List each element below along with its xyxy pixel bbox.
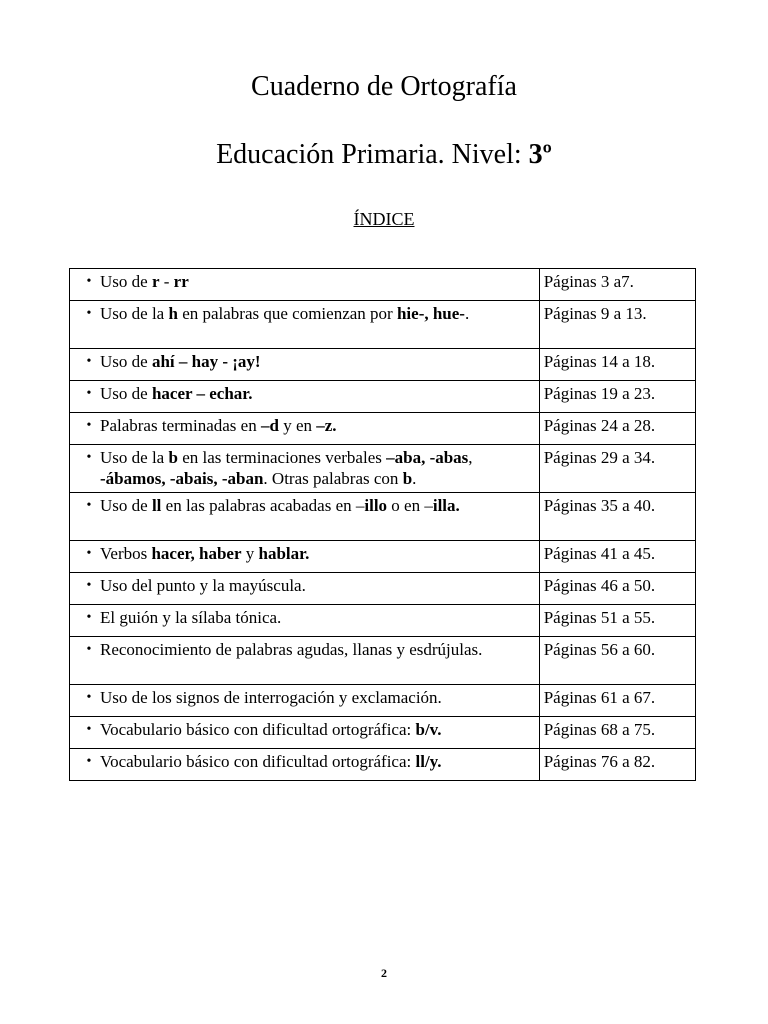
index-pages-cell: Páginas 41 a 45. — [539, 541, 695, 573]
topic-bold-segment: r — [151, 272, 160, 291]
index-pages-cell: Páginas 19 a 23. — [539, 381, 695, 413]
topic-bold-segment: illa. — [432, 496, 460, 515]
index-topic-cell — [70, 749, 540, 781]
topic-segment: en las terminaciones verbales — [177, 448, 387, 467]
index-table-body — [70, 269, 696, 781]
topic-bold-segment: b — [168, 448, 178, 467]
index-topic-text — [100, 639, 535, 660]
index-topic-text — [100, 575, 535, 596]
topic-segment: Palabras terminadas en — [100, 416, 261, 435]
topic-bold-segment: hablar. — [258, 544, 310, 563]
bullet-icon: • — [86, 306, 92, 321]
topic-bold-segment: illo — [364, 496, 388, 515]
topic-bold-segment: rr — [173, 272, 189, 291]
topic-segment: El guión y la sílaba tónica. — [100, 608, 282, 627]
topic-bold-segment: ll/y. — [415, 752, 442, 771]
index-row — [70, 381, 696, 413]
topic-segment: Uso de la — [100, 304, 169, 323]
index-topic-cell — [70, 637, 540, 685]
document-title: Cuaderno de Ortografía — [251, 71, 517, 102]
topic-bold-segment: –d — [260, 416, 279, 435]
index-topic-text — [100, 719, 535, 740]
topic-segment: Uso de la — [100, 448, 169, 467]
bullet-icon: • — [86, 498, 92, 513]
topic-segment: Uso de — [100, 384, 152, 403]
topic-segment: . — [412, 469, 417, 488]
index-topic-text — [100, 607, 535, 628]
index-pages-cell: Páginas 61 a 67. — [539, 685, 695, 717]
index-row — [70, 301, 696, 349]
index-topic-cell — [70, 541, 540, 573]
topic-segment: Verbos — [100, 544, 152, 563]
index-row — [70, 573, 696, 605]
topic-segment: , — [468, 448, 473, 467]
topic-segment: . Otras palabras con — [263, 469, 403, 488]
index-topic-cell — [70, 493, 540, 541]
index-topic-cell — [70, 381, 540, 413]
bullet-icon: • — [86, 354, 92, 369]
index-topic-cell — [70, 717, 540, 749]
index-row — [70, 269, 696, 301]
index-topic-cell — [70, 301, 540, 349]
index-topic-text — [100, 447, 535, 489]
document-subtitle — [0, 138, 768, 172]
topic-bold-segment: b — [402, 469, 413, 488]
topic-bold-segment: –aba, -abas — [386, 448, 469, 467]
bullet-icon: • — [86, 642, 92, 657]
bullet-icon: • — [86, 386, 92, 401]
bullet-icon: • — [86, 274, 92, 289]
subtitle-level: 3º — [528, 139, 552, 170]
bullet-icon: • — [86, 546, 92, 561]
topic-segment: en palabras que comienzan por — [177, 304, 397, 323]
index-pages-cell: Páginas 76 a 82. — [539, 749, 695, 781]
topic-segment: Uso de — [100, 352, 152, 371]
index-pages-cell: Páginas 14 a 18. — [539, 349, 695, 381]
topic-bold-segment: -ábamos, -abais, -aban — [100, 469, 264, 488]
index-topic-text — [100, 271, 535, 292]
index-row — [70, 445, 696, 493]
topic-segment: y — [241, 544, 259, 563]
index-topic-text — [100, 303, 535, 324]
index-topic-cell — [70, 685, 540, 717]
topic-segment: Uso de — [100, 496, 152, 515]
topic-bold-segment: hacer, haber — [151, 544, 242, 563]
bullet-icon: • — [86, 690, 92, 705]
index-topic-text — [100, 687, 535, 708]
bullet-icon: • — [86, 578, 92, 593]
index-topic-text — [100, 415, 535, 436]
topic-segment: Vocabulario básico con dificultad ortográfica: — [100, 752, 416, 771]
index-pages-cell: Páginas 68 a 75. — [539, 717, 695, 749]
index-pages-cell: Páginas 46 a 50. — [539, 573, 695, 605]
index-row — [70, 541, 696, 573]
index-pages-cell: Páginas 35 a 40. — [539, 493, 695, 541]
topic-bold-segment: ahí – hay - ¡ay! — [151, 352, 261, 371]
index-pages-cell: Páginas 24 a 28. — [539, 413, 695, 445]
index-topic-text — [100, 751, 535, 772]
topic-segment: Uso de los signos de interrogación y exclamación. — [100, 688, 442, 707]
index-topic-text — [100, 351, 535, 372]
index-heading: ÍNDICE — [353, 209, 415, 229]
index-topic-text — [100, 383, 535, 404]
topic-bold-segment: b/v. — [415, 720, 442, 739]
topic-segment: Uso de — [100, 272, 152, 291]
topic-segment: en las palabras acabadas en – — [161, 496, 365, 515]
bullet-icon: • — [86, 754, 92, 769]
index-topic-text — [100, 495, 535, 516]
bullet-icon: • — [86, 722, 92, 737]
index-row — [70, 605, 696, 637]
subtitle-prefix: Educación Primaria. Nivel: — [216, 139, 529, 170]
index-pages-cell: Páginas 56 a 60. — [539, 637, 695, 685]
index-topic-cell — [70, 349, 540, 381]
page-number: 2 — [381, 966, 387, 980]
topic-segment: Uso del punto y la mayúscula. — [100, 576, 306, 595]
index-row — [70, 413, 696, 445]
topic-bold-segment: hie-, hue- — [396, 304, 465, 323]
index-pages-cell: Páginas 3 a7. — [539, 269, 695, 301]
topic-segment: - — [159, 272, 174, 291]
topic-segment: . — [464, 304, 470, 323]
bullet-icon: • — [86, 418, 92, 433]
index-topic-cell — [70, 605, 540, 637]
index-row — [70, 749, 696, 781]
bullet-icon: • — [86, 610, 92, 625]
topic-segment: Vocabulario básico con dificultad ortográfica: — [100, 720, 416, 739]
index-topic-cell — [70, 269, 540, 301]
index-topic-cell — [70, 445, 540, 493]
index-row — [70, 685, 696, 717]
bullet-icon: • — [86, 450, 92, 465]
index-pages-cell: Páginas 29 a 34. — [539, 445, 695, 493]
index-table — [69, 268, 696, 781]
index-row — [70, 493, 696, 541]
index-pages-cell: Páginas 51 a 55. — [539, 605, 695, 637]
topic-segment: y en — [278, 416, 317, 435]
index-topic-text — [100, 543, 535, 564]
topic-bold-segment: h — [168, 304, 178, 323]
index-row — [70, 717, 696, 749]
index-topic-cell — [70, 573, 540, 605]
index-topic-cell — [70, 413, 540, 445]
topic-bold-segment: hacer – echar. — [151, 384, 253, 403]
topic-segment: Reconocimiento de palabras agudas, llanas y esdrújulas. — [100, 640, 483, 659]
topic-segment: o en – — [387, 496, 433, 515]
index-pages-cell: Páginas 9 a 13. — [539, 301, 695, 349]
topic-bold-segment: ll — [151, 496, 162, 515]
index-row — [70, 349, 696, 381]
index-row — [70, 637, 696, 685]
topic-bold-segment: –z. — [316, 416, 337, 435]
